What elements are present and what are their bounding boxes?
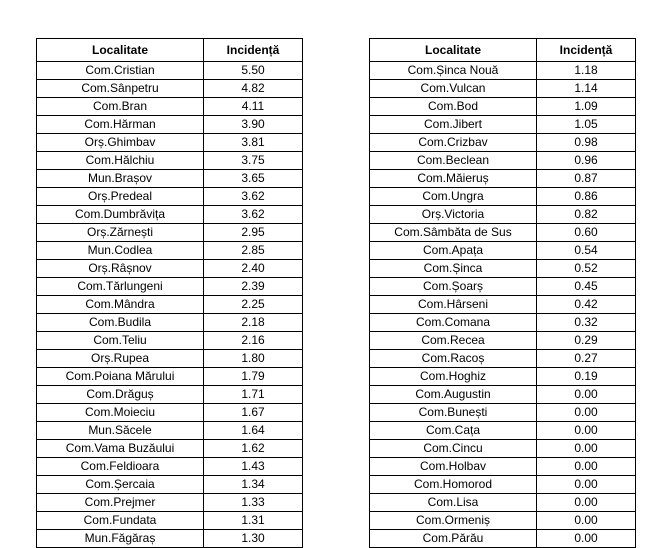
locality-cell: Com.Augustin (370, 386, 537, 404)
table-row (370, 458, 636, 476)
incidence-cell: 0.96 (537, 152, 636, 170)
locality-cell: Com.Ungra (370, 188, 537, 206)
incidence-cell: 0.00 (537, 476, 636, 494)
table-row (37, 152, 303, 170)
locality-cell: Mun.Săcele (37, 422, 204, 440)
incidence-cell: 0.98 (537, 134, 636, 152)
locality-cell: Com.Comana (370, 314, 537, 332)
incidence-cell: 2.95 (204, 224, 303, 242)
incidence-cell: 0.60 (537, 224, 636, 242)
table-header-row (37, 39, 303, 62)
locality-cell: Com.Moieciu (37, 404, 204, 422)
incidence-cell: 0.00 (537, 512, 636, 530)
incidence-cell: 2.16 (204, 332, 303, 350)
incidence-cell: 0.87 (537, 170, 636, 188)
incidence-cell: 0.00 (537, 386, 636, 404)
table-row (37, 116, 303, 134)
table-row (370, 188, 636, 206)
locality-cell: Com.Racoș (370, 350, 537, 368)
locality-cell: Com.Șercaia (37, 476, 204, 494)
locality-cell: Com.Tărlungeni (37, 278, 204, 296)
incidence-cell: 1.79 (204, 368, 303, 386)
locality-cell: Com.Vama Buzăului (37, 440, 204, 458)
table-row (37, 98, 303, 116)
locality-cell: Mun.Făgăraș (37, 530, 204, 548)
incidence-cell: 1.64 (204, 422, 303, 440)
incidence-cell: 0.29 (537, 332, 636, 350)
locality-cell: Com.Teliu (37, 332, 204, 350)
column-header-locality: Localitate (37, 39, 204, 62)
locality-cell: Orș.Zărnești (37, 224, 204, 242)
incidence-cell: 3.62 (204, 206, 303, 224)
table-row (370, 278, 636, 296)
table-row (370, 62, 636, 80)
incidence-cell: 2.25 (204, 296, 303, 314)
locality-cell: Com.Homorod (370, 476, 537, 494)
table-row (37, 476, 303, 494)
locality-cell: Com.Hoghiz (370, 368, 537, 386)
locality-cell: Com.Prejmer (37, 494, 204, 512)
incidence-cell: 1.14 (537, 80, 636, 98)
table-row (37, 278, 303, 296)
column-header-locality: Localitate (370, 39, 537, 62)
incidence-cell: 1.34 (204, 476, 303, 494)
locality-cell: Com.Sâmbăta de Sus (370, 224, 537, 242)
incidence-cell: 0.52 (537, 260, 636, 278)
incidence-cell: 1.18 (537, 62, 636, 80)
table-row (37, 260, 303, 278)
incidence-cell: 0.00 (537, 530, 636, 548)
locality-cell: Com.Șinca (370, 260, 537, 278)
table-row (370, 206, 636, 224)
table-row (37, 80, 303, 98)
incidence-cell: 5.50 (204, 62, 303, 80)
column-header-incidence: Incidență (204, 39, 303, 62)
incidence-cell: 2.18 (204, 314, 303, 332)
incidence-cell: 1.67 (204, 404, 303, 422)
table-row (37, 404, 303, 422)
locality-cell: Com.Șoarș (370, 278, 537, 296)
table-row (370, 152, 636, 170)
incidence-table-left (36, 38, 303, 548)
locality-cell: Com.Hârseni (370, 296, 537, 314)
incidence-cell: 1.62 (204, 440, 303, 458)
table-row (37, 530, 303, 548)
locality-cell: Com.Șinca Nouă (370, 62, 537, 80)
locality-cell: Com.Cristian (37, 62, 204, 80)
locality-cell: Com.Bran (37, 98, 204, 116)
incidence-cell: 0.27 (537, 350, 636, 368)
locality-cell: Orș.Ghimbav (37, 134, 204, 152)
incidence-cell: 2.85 (204, 242, 303, 260)
locality-cell: Com.Bod (370, 98, 537, 116)
table-row (370, 98, 636, 116)
table-row (37, 440, 303, 458)
incidence-cell: 0.42 (537, 296, 636, 314)
incidence-cell: 0.45 (537, 278, 636, 296)
table-row (370, 296, 636, 314)
incidence-cell: 1.80 (204, 350, 303, 368)
incidence-cell: 1.43 (204, 458, 303, 476)
table-row (370, 260, 636, 278)
locality-cell: Com.Părău (370, 530, 537, 548)
table-row (37, 206, 303, 224)
table-row (370, 422, 636, 440)
table-row (370, 332, 636, 350)
table-row (37, 494, 303, 512)
locality-cell: Com.Feldioara (37, 458, 204, 476)
locality-cell: Com.Fundata (37, 512, 204, 530)
incidence-cell: 0.00 (537, 404, 636, 422)
incidence-cell: 0.00 (537, 494, 636, 512)
locality-cell: Com.Drăguș (37, 386, 204, 404)
locality-cell: Com.Cincu (370, 440, 537, 458)
locality-cell: Com.Jibert (370, 116, 537, 134)
incidence-cell: 1.30 (204, 530, 303, 548)
table-row (37, 296, 303, 314)
incidence-cell: 0.00 (537, 422, 636, 440)
locality-cell: Com.Hălchiu (37, 152, 204, 170)
locality-cell: Com.Poiana Mărului (37, 368, 204, 386)
locality-cell: Com.Holbav (370, 458, 537, 476)
incidence-cell: 1.31 (204, 512, 303, 530)
locality-cell: Com.Ormeniș (370, 512, 537, 530)
table-row (370, 404, 636, 422)
table-row (370, 224, 636, 242)
table-row (370, 476, 636, 494)
table-row (370, 242, 636, 260)
locality-cell: Orș.Rupea (37, 350, 204, 368)
incidence-cell: 2.40 (204, 260, 303, 278)
table-row (370, 170, 636, 188)
table-row (37, 350, 303, 368)
locality-cell: Mun.Brașov (37, 170, 204, 188)
incidence-cell: 0.82 (537, 206, 636, 224)
locality-cell: Com.Budila (37, 314, 204, 332)
table-row (37, 224, 303, 242)
table-row (37, 242, 303, 260)
locality-cell: Mun.Codlea (37, 242, 204, 260)
table-row (37, 134, 303, 152)
table-row (370, 314, 636, 332)
incidence-cell: 1.09 (537, 98, 636, 116)
locality-cell: Com.Apața (370, 242, 537, 260)
incidence-cell: 0.00 (537, 458, 636, 476)
table-row (370, 350, 636, 368)
incidence-cell: 0.86 (537, 188, 636, 206)
incidence-cell: 4.11 (204, 98, 303, 116)
locality-cell: Orș.Victoria (370, 206, 537, 224)
table-row (37, 188, 303, 206)
table-row (370, 512, 636, 530)
incidence-cell: 2.39 (204, 278, 303, 296)
incidence-cell: 1.33 (204, 494, 303, 512)
column-header-incidence: Incidență (537, 39, 636, 62)
incidence-table-right (369, 38, 636, 548)
table-row (370, 116, 636, 134)
table-row (370, 80, 636, 98)
locality-cell: Com.Recea (370, 332, 537, 350)
locality-cell: Com.Vulcan (370, 80, 537, 98)
incidence-cell: 3.81 (204, 134, 303, 152)
table-row (37, 422, 303, 440)
table-row (37, 512, 303, 530)
locality-cell: Com.Mândra (37, 296, 204, 314)
incidence-cell: 1.71 (204, 386, 303, 404)
table-row (370, 530, 636, 548)
table-header-row (370, 39, 636, 62)
table-row (37, 368, 303, 386)
locality-cell: Com.Bunești (370, 404, 537, 422)
locality-cell: Com.Dumbrăvița (37, 206, 204, 224)
table-row (370, 368, 636, 386)
table-row (370, 494, 636, 512)
locality-cell: Com.Sânpetru (37, 80, 204, 98)
locality-cell: Com.Beclean (370, 152, 537, 170)
incidence-cell: 1.05 (537, 116, 636, 134)
table-row (37, 386, 303, 404)
locality-cell: Com.Hărman (37, 116, 204, 134)
incidence-cell: 4.82 (204, 80, 303, 98)
table-row (370, 440, 636, 458)
incidence-cell: 3.75 (204, 152, 303, 170)
table-row (37, 458, 303, 476)
incidence-cell: 3.62 (204, 188, 303, 206)
incidence-cell: 0.54 (537, 242, 636, 260)
locality-cell: Orș.Râșnov (37, 260, 204, 278)
locality-cell: Com.Lisa (370, 494, 537, 512)
locality-cell: Orș.Predeal (37, 188, 204, 206)
table-row (37, 170, 303, 188)
incidence-cell: 0.19 (537, 368, 636, 386)
locality-cell: Com.Crizbav (370, 134, 537, 152)
table-row (37, 62, 303, 80)
table-row (370, 134, 636, 152)
table-row (37, 332, 303, 350)
locality-cell: Com.Cața (370, 422, 537, 440)
incidence-cell: 3.90 (204, 116, 303, 134)
locality-cell: Com.Măieruș (370, 170, 537, 188)
incidence-cell: 3.65 (204, 170, 303, 188)
table-row (37, 314, 303, 332)
incidence-cell: 0.32 (537, 314, 636, 332)
table-row (370, 386, 636, 404)
incidence-cell: 0.00 (537, 440, 636, 458)
